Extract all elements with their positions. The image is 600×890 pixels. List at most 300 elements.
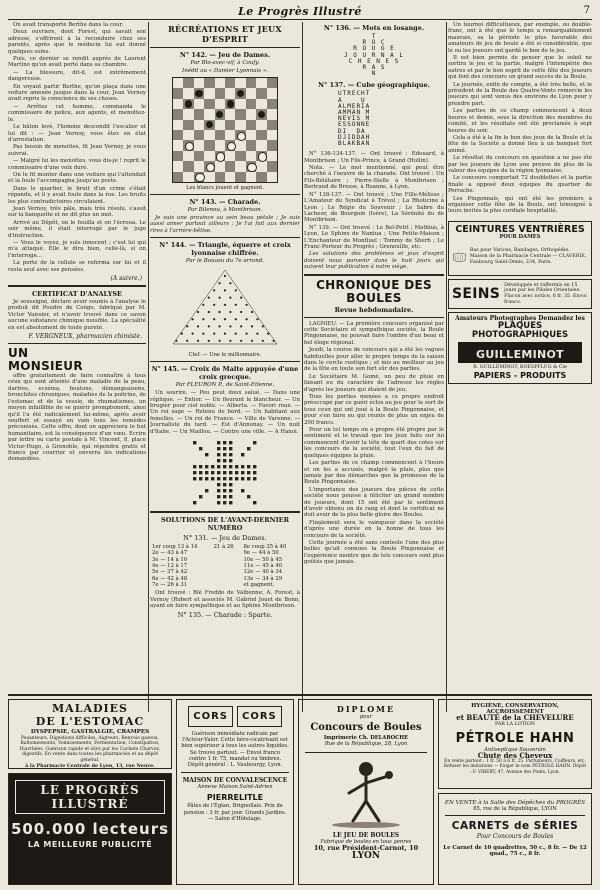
paragraph: Cela a été à la fin le bon des jeux de la Boule et la fête de la Société a donné lieu à un banquet fort animé. — [448, 134, 592, 154]
board-square — [183, 151, 193, 161]
cube-row: AMMAN M — [338, 109, 371, 117]
board-square — [194, 130, 204, 140]
cross-cell — [193, 465, 196, 468]
cross-cell — [199, 447, 202, 450]
paragraph: La journée, enfin de compte, a été très belle, et le président de la Boule des Quatre-Vents remercie les joueurs qui sont venus des environs de Lyon pour y prendre part. — [448, 81, 592, 107]
white-piece — [235, 130, 245, 140]
solutions-title: SOLUTIONS DE L'AVANT-DERNIER NUMÉRO — [161, 516, 289, 533]
monsieur-ad — [8, 347, 146, 373]
story-signature: (A suivre.) — [110, 275, 142, 283]
board-square — [246, 88, 256, 98]
board-square — [267, 78, 277, 88]
board-square — [267, 120, 277, 130]
cube-row: ALMERIA — [338, 102, 371, 110]
cross-cell — [223, 483, 226, 486]
maladies-list: DYSPEPSIE, GASTRALGIE, CRAMPES — [30, 729, 150, 735]
board-square — [183, 78, 193, 88]
triangle-dot — [197, 340, 199, 342]
triangle-dot — [208, 311, 210, 313]
triangle-dot — [219, 311, 221, 313]
triangle-dot — [235, 290, 237, 292]
cross-cell — [223, 471, 226, 474]
board-square — [225, 88, 235, 98]
triangle-dot — [213, 304, 215, 306]
cross-cell — [229, 495, 232, 498]
board-square — [256, 78, 266, 88]
solution-cell: 1er coup 13 à 14 — [152, 544, 198, 551]
board-square — [204, 151, 214, 161]
cors-text: Guérison immédiate radicale par l'Acteur-Valor. Cette héro-cicatrisant est bien supérieur à tous les autres liquides. Se trouve partout. — Envoi franco contre 1 fr. 75, mandat ou timbres. Dépôt général : L. Vaubourgy, Lyon. — [181, 731, 289, 769]
puzzle-145-title: N° 145. — Croix de Malte appuyée d'une croix grecque. — [151, 365, 299, 382]
cross-cell — [217, 471, 220, 474]
board-square — [215, 78, 225, 88]
hygiene-title: HYGIÈNE, CONSERVATION, ACCROISSEMENT — [471, 703, 559, 716]
black-piece — [256, 109, 266, 119]
triangle-dot — [208, 297, 210, 299]
divider — [150, 511, 300, 513]
recreations-title: RÉCRÉATIONS ET JEUX D'ESPRIT — [168, 24, 282, 44]
divider — [305, 752, 427, 753]
board-square — [194, 78, 204, 88]
cross-cell — [205, 465, 208, 468]
cross-cell — [229, 483, 232, 486]
white-piece — [225, 140, 235, 150]
paragraph: Deux ouvriers, dont Forest, qui savait son adresse, s'offrirent à la reconduire chez ses parents, après que le médecin lui eut donné quelques soins. — [8, 29, 146, 55]
black-piece — [194, 88, 204, 98]
triangle-dot — [246, 333, 248, 335]
checkers-board — [172, 77, 278, 183]
diamond-row: R O C — [362, 39, 386, 47]
cross-cell — [205, 477, 208, 480]
triangle-dot — [240, 311, 242, 313]
board-square — [215, 172, 225, 182]
triangle-dot — [251, 340, 253, 342]
paragraph: Le Sociétaire M. Gomé, un peu de pluie en faisant eu du caractère de l'adresse les règles d'après les joueurs qui étaient de jeu. — [304, 373, 444, 393]
triangle-dot — [235, 304, 237, 306]
puzzle-142-credit: Inédit au « Damier Lyonnais ». — [182, 68, 268, 74]
solution-cell: 8e coup 35 à 40 — [243, 544, 287, 551]
board-square — [173, 88, 183, 98]
monsieur-text: offre gratuitement de faire connaître à tous ceux qui sont atteints d'une maladie de la peau, dartres, eczéma, boutons, démangeaisons, bronchites chroniques, maladies de la poitrine, de l'estomac et de la vessie, de rhumatismes, un moyen infaillible de se guérir promptement, ainsi qu'il l'a été radicalement lui-même, après avoir souffert et essayé en vain tous les remèdes préconisés. Cette offre, dont on appréciera le but humanitaire, est la conséquence d'un vœu. Écrire par lettre ou carte postale à M. Vincent, 8, place Victor-Hugo, à Grenoble, qui répondra gratis et franco par courrier et enverra les indications demandées. — [8, 373, 146, 463]
board-square — [267, 130, 277, 140]
paragraph: On le fit monter dans une voiture qui l'attendait et la foule l'accompagna jusqu'au poste. — [8, 171, 146, 185]
board-square — [173, 109, 183, 119]
board-square — [256, 140, 266, 150]
triangle-dot — [240, 297, 242, 299]
board-square — [225, 78, 235, 88]
triangle-dot — [224, 304, 226, 306]
triangle-dot — [219, 297, 221, 299]
paragraph: Dans le quartier, le bruit d'un crime s'était répandu, et il y avait foule dans la rue. Les bruits les plus contradictoires circulaient. — [8, 185, 146, 205]
paragraph: Jeudi, la course de concours qui a été les vagues habituelles pour aller le propre temps de la saison dans le cercle rustique ; et mis au meilleur au jeu de la fête en toute son fort sûr des parties. — [304, 347, 444, 373]
board-square — [235, 109, 245, 119]
maison-brand: PIERRELITLE — [206, 793, 264, 803]
board-square — [235, 161, 245, 171]
cross-cell — [199, 477, 202, 480]
triangle-dot — [246, 304, 248, 306]
divider — [150, 47, 300, 48]
diamond-row: C H E N E S — [348, 57, 400, 65]
concours-addr: Rue de la République, 28, Lyon — [324, 741, 408, 748]
plaques-title: PLAQUES PHOTOGRAPHIQUES — [471, 321, 569, 341]
boules-player-icon — [321, 757, 411, 829]
solution-cell: 9e — 44 à 50 — [243, 550, 279, 557]
triangle-dot — [229, 340, 231, 342]
cross-cell — [217, 453, 220, 456]
paragraph: — Vous le voyez, je suis innocent ; c'est lui qui m'a attaqué. Elle le dira bien, celle-là, si on l'interroge... — [8, 240, 146, 259]
triangle-dot — [224, 318, 226, 320]
puzzle-144-title: N° 144. — Triangle, équerre et croix lyonnaise chiffrée. — [159, 241, 291, 258]
carnets-title: CARNETS de SÉRIES — [451, 820, 579, 833]
cross-cell — [247, 471, 250, 474]
plaques-sub: R. GUILLEMINOT, BOESPFLUG & Cie — [473, 365, 567, 371]
puzzle-142-title: N° 142. — Jeu de Dames. — [179, 51, 271, 59]
board-square — [204, 130, 214, 140]
solution-131-title: N° 131. — Jeu de Dames. — [183, 534, 267, 543]
advertisement-band — [8, 694, 592, 884]
board-square — [183, 130, 193, 140]
paragraph: Pas besoin de menottes, fit Jean Vernoy, je vous suivrai. — [8, 144, 146, 157]
cube-row: UTRECHT — [338, 90, 371, 98]
cross-cell — [229, 471, 232, 474]
certificat-title: CERTIFICAT D'ANALYSE — [31, 290, 122, 299]
paragraph: Pour un tel temps on a propre été propre par le sentiment et le travail que les jeux faits sur lui commencent d'avoir la tête de quart des cotes sur les concours de la société, tout l'eux du fait de quelques équipes la pluie. — [304, 427, 444, 459]
paragraph: Les Pingonnais, qui ont été les premiers à organiser cette fête de la Boule, ont témoigné à leurs invités la plus cordiale hospitalité. — [448, 195, 592, 215]
cross-cell — [241, 453, 244, 456]
board-square — [204, 109, 214, 119]
boules-city: LYON — [351, 851, 381, 862]
board-square — [215, 99, 225, 109]
column-rule — [148, 22, 149, 712]
board-square — [204, 88, 214, 98]
cross-cell — [253, 465, 256, 468]
ceintures-ad — [448, 221, 592, 276]
board-square — [225, 130, 235, 140]
solution-cell: 11e — 45 à 40 — [243, 562, 283, 569]
maison-sub: Annexe Maison Saint-Adrien — [197, 784, 273, 791]
paragraph: Il est bien permis de penser que le soleil ne sortira le jeu et la partie, malgré l'intempérie des autres et par le bon esprit de cette fête des joueurs qui font des concours un grand succès de la Boule. — [448, 55, 592, 81]
board-square — [173, 172, 183, 182]
cross-cell — [241, 477, 244, 480]
plaques-pre: Amateurs Photographes Demandez les — [455, 315, 585, 323]
boules-sign: LE JEU DE BOULES — [332, 831, 400, 839]
triangle-dot — [235, 333, 237, 335]
cross-cell — [217, 441, 220, 444]
progres-ad — [8, 773, 172, 885]
board-square — [235, 78, 245, 88]
triangle-dot — [229, 311, 231, 313]
petrole-hahn-ad — [438, 699, 592, 789]
cube-row: NEVIS M — [338, 115, 371, 123]
puzzle-136-title: N° 136. — Mots en losange. — [323, 24, 425, 32]
triangle-dot — [246, 318, 248, 320]
board-square — [194, 109, 204, 119]
cross-cell — [223, 441, 226, 444]
cube-row: DJIDDAH — [338, 133, 371, 141]
board-square — [256, 130, 266, 140]
cross-cell — [211, 471, 214, 474]
cross-cell — [229, 465, 232, 468]
cross-cell — [217, 477, 220, 480]
hygiene-pre: PAR LA LOTION — [495, 721, 535, 727]
white-piece — [204, 161, 214, 171]
board-square — [256, 161, 266, 171]
solution-cell: 3e — 14 à 10 — [152, 556, 188, 563]
cross-cell — [241, 465, 244, 468]
divider — [445, 815, 585, 816]
board-square — [215, 161, 225, 171]
cors-ad — [176, 699, 294, 885]
paragraph: Les parties de ce champ commencent à l'heure et on les a accusés, malgré la pluie, plus que jamais par des démarches que la promesse de la Boule Pingonnaise. — [304, 460, 444, 486]
puzzle-142-author: Par Blo-avec-vif, à Coufy. — [190, 60, 260, 66]
cube-row: A U — [338, 96, 366, 104]
divider — [304, 317, 444, 318]
cross-cell — [247, 465, 250, 468]
board-square — [215, 88, 225, 98]
column-rule — [302, 22, 303, 712]
board-square — [267, 99, 277, 109]
white-piece — [183, 140, 193, 150]
solution-cell: 5e — 37 à 42 — [152, 569, 188, 576]
cross-cell — [235, 471, 238, 474]
board-square — [215, 130, 225, 140]
triangle-dot — [219, 340, 221, 342]
seins-text: Développés et raffermis en 15 jours par les Pilules Orientales. Flacon avec notice, 6 fr. 35. Envoi franco. — [504, 282, 587, 305]
cross-cell — [229, 441, 232, 444]
black-piece — [204, 120, 214, 130]
solution-cell: 2e — 43 à 47 — [152, 550, 188, 557]
triangle-dot — [256, 333, 258, 335]
petrole-title: PÉTROLE HAHN — [455, 730, 575, 746]
plaques-ad — [448, 312, 592, 384]
board-square — [173, 99, 183, 109]
cors-label: CORS — [188, 706, 233, 727]
triangle-dot — [202, 333, 204, 335]
cross-cell — [247, 477, 250, 480]
puzzle-145-author: Par FLEURON P., de Saint-Etienne. — [175, 382, 275, 389]
ceintures-title: CEINTURES VENTRIÈRES — [455, 223, 585, 235]
triangle-dot — [240, 340, 242, 342]
cross-cell — [217, 447, 220, 450]
cross-cell — [241, 489, 244, 492]
carnets-pre: EN VENTE à la Salle des Dépêches du PROGRÈS — [444, 800, 586, 806]
board-square — [256, 172, 266, 182]
triangle-dot — [229, 326, 231, 328]
board-square — [267, 172, 277, 182]
cross-cell — [223, 489, 226, 492]
board-square — [204, 99, 214, 109]
cross-cell — [217, 489, 220, 492]
board-square — [246, 109, 256, 119]
board-square — [173, 140, 183, 150]
solution-cell: 12e — 40 à 34 — [243, 569, 283, 576]
cross-cell — [241, 471, 244, 474]
cross-cell — [223, 465, 226, 468]
serial-story — [8, 22, 146, 273]
divider — [304, 274, 444, 276]
cross-cell — [205, 471, 208, 474]
triangle-dot — [192, 333, 194, 335]
board-square — [173, 161, 183, 171]
paragraph: LAGNIEU. — La première concours organisé par cette Sociétaire et sympathique société, la Boule Pingonnaise, ne pouvait faire l'ombre d'un beau et bel éloge régional. — [304, 320, 444, 346]
cross-cell — [205, 453, 208, 456]
solution-row — [150, 582, 300, 588]
chronique-subtitle: Revue hebdomadaire. — [334, 305, 414, 314]
page-number: 7 — [583, 5, 590, 16]
black-piece — [225, 99, 235, 109]
petrole-chute: Chute des Cheveux — [477, 751, 553, 761]
board-square — [215, 140, 225, 150]
board-square — [204, 140, 214, 150]
carnets-addr: 85, rue de la République, LYON — [473, 806, 557, 813]
diamond-row: R O U G E — [353, 45, 395, 53]
carnets-sub: Pour Concours de Boules — [476, 833, 554, 841]
board-caption: Les blancs jouent et gagnent. — [186, 185, 264, 191]
triangle-dot — [229, 297, 231, 299]
puzzle-143-text: Je suis une province au sein beau pétale ; Je suis aussi aimer partout ailleurs ; Je l'ai fait aux dernier rires à l'arrière-bêtise. — [150, 215, 300, 234]
triangle-dot — [208, 326, 210, 328]
cube-row: BLAKBAN — [338, 140, 371, 148]
progres-ad-tagline: LA MEILLEURE PUBLICITÉ — [27, 840, 153, 849]
plaques-brand-band — [458, 342, 582, 363]
monsieur-title: UN MONSIEUR — [8, 346, 83, 374]
board-square — [225, 172, 235, 182]
cross-cell — [217, 483, 220, 486]
divider — [150, 194, 300, 195]
board-square — [246, 120, 256, 130]
board-square — [204, 78, 214, 88]
triangle-dot — [213, 318, 215, 320]
triangle-figure — [165, 266, 285, 350]
diamond-row: N — [371, 70, 377, 78]
paragraph: Jean Vernoy, très pâle, mais très résolu, s'assit sur la banquette et ne dit plus un mot. — [8, 205, 146, 219]
cross-cell — [223, 459, 226, 462]
divider — [150, 237, 300, 238]
triangle-dot — [224, 275, 226, 277]
divider — [8, 343, 146, 344]
paragraph: Arrivé au Dépôt, on le fouilla et on l'écroua. Le soir même, il était interrogé par le juge d'instruction. — [8, 219, 146, 239]
white-piece — [256, 151, 266, 161]
maladies-ad — [8, 699, 172, 769]
diplome-title: DIPLOME — [336, 704, 396, 714]
petrole-text: En vente partout : 1 fr. 50 à 6 fr. 25. Parfumeurs, Coiffeurs, etc. Refuser les imitations — Exiger le nom PÉTROLE HAHN. Dépôt : F. VIBERT, 47, Avenue des Ponts, Lyon. — [443, 759, 587, 775]
triangle-dot — [202, 318, 204, 320]
cross-cell — [217, 495, 220, 498]
cross-cell — [229, 453, 232, 456]
puzzle-144-author: Par le Bouasu du 7e arrond. — [185, 258, 265, 265]
board-square — [173, 78, 183, 88]
board-square — [194, 151, 204, 161]
diamond-row: J O U R N A L — [344, 51, 404, 59]
board-square — [246, 130, 256, 140]
paragraph: Les parties de ce champ commencent à deux heures et demie, sous la direction des membres du comité, et les résultats ont été proclamés à sept heures du soir. — [448, 108, 592, 134]
board-square — [256, 99, 266, 109]
cross-cell — [217, 465, 220, 468]
certificat-signature: F. VERGNEUX, pharmacien chimiste. — [28, 333, 142, 341]
carnets-ad — [438, 793, 592, 885]
board-square — [256, 120, 266, 130]
board-square — [183, 120, 193, 130]
cross-cell — [199, 465, 202, 468]
divider — [181, 772, 289, 773]
diplome-ad — [298, 699, 434, 885]
maison-text: Pâtes de l'Églan, Brignollais. Prix de pension : 3 fr. par jour. Grands Jardins. — Salon d'Hôtelage. — [183, 803, 287, 822]
board-square — [204, 172, 214, 182]
triangle-dot — [192, 318, 194, 320]
board-square — [267, 109, 277, 119]
board-square — [235, 151, 245, 161]
column-4-text — [448, 22, 592, 215]
cross-cell — [223, 447, 226, 450]
paragraph: — Arrêtez cet homme, commanda le commissaire de police, aux agents, et menottez-le. — [8, 103, 146, 123]
cross-cell — [253, 441, 256, 444]
carnets-price: Le Carnet de 10 quadrettes, 50 c., 8 fr. — De 12 quad., 75 c., 8 fr. — [443, 844, 587, 857]
maladies-sub: DE L'ESTOMAC — [35, 715, 145, 728]
board-square — [246, 78, 256, 88]
cross-cell — [247, 447, 250, 450]
puzzle-143-author: Par Bilenou, à Montbrison. — [187, 207, 263, 213]
cross-cell — [193, 501, 196, 504]
triangle-dot — [256, 318, 258, 320]
board-square — [183, 88, 193, 98]
triangle-dot — [251, 326, 253, 328]
progres-ad-title: LE PROGRÈS ILLUSTRÉ — [15, 780, 165, 814]
triangle-dot — [197, 311, 199, 313]
boules-addr: 10, rue Président-Carnot, 10 — [313, 844, 419, 853]
triangle-dot — [219, 326, 221, 328]
white-piece — [215, 151, 225, 161]
solution-cell: 10e — 50 à 45 — [243, 556, 283, 563]
board-square — [225, 109, 235, 119]
board-square — [194, 120, 204, 130]
triangle-dot — [219, 282, 221, 284]
diamond-row: R A S — [362, 64, 386, 72]
triangle-dot — [213, 333, 215, 335]
paragraph: Puis, ce dernier se rendit auprès de Laurent Martino qu'on avait porté dans sa chambre. — [8, 56, 146, 69]
board-square — [173, 151, 183, 161]
board-square — [225, 151, 235, 161]
black-piece — [215, 109, 225, 119]
board-square — [235, 172, 245, 182]
board-square — [173, 130, 183, 140]
board-square — [267, 88, 277, 98]
triangle-dot — [224, 290, 226, 292]
ceintures-sub: POUR DAMES — [499, 233, 541, 240]
diplome-sub: pour — [359, 714, 373, 720]
boules-shop: Fabrique de boules en tous genres — [320, 838, 412, 845]
paragraph: Finalement sera le vainqueur dans la société d'après une durée en la bonne de tous les concours de la société. — [304, 519, 444, 539]
board-square — [183, 161, 193, 171]
cross-cell — [229, 477, 232, 480]
cross-cell — [211, 477, 214, 480]
cross-cell — [193, 471, 196, 474]
triangle-dot — [240, 326, 242, 328]
board-square — [183, 109, 193, 119]
triangle-dot — [197, 326, 199, 328]
solution-cell: et gagnent. — [243, 581, 275, 588]
solution-cell: 7e — 26 à 31 — [152, 581, 188, 588]
white-piece — [246, 161, 256, 171]
white-piece — [194, 172, 204, 182]
triangle-dot — [208, 340, 210, 342]
cross-cell — [193, 441, 196, 444]
paragraph: Un tournoi difficultueux, par exemple, ou double-franc, ont à été que le temps a remarquablement mauvais, sa la période le plus favorable des amateurs de jeu de boule a été si considérable, que le ou les joueurs ont gardé le bon de le jeu. — [448, 22, 592, 54]
cross-cell — [253, 477, 256, 480]
black-piece — [183, 99, 193, 109]
triangle-dot — [262, 326, 264, 328]
triangle-dot — [235, 318, 237, 320]
paragraph: Cette journée a été sans conteste l'une des plus belles qu'ait connues la Boule Pingonnaise et l'expérience montre que de tels concours sont plus goûtés que jamais. — [304, 539, 444, 566]
